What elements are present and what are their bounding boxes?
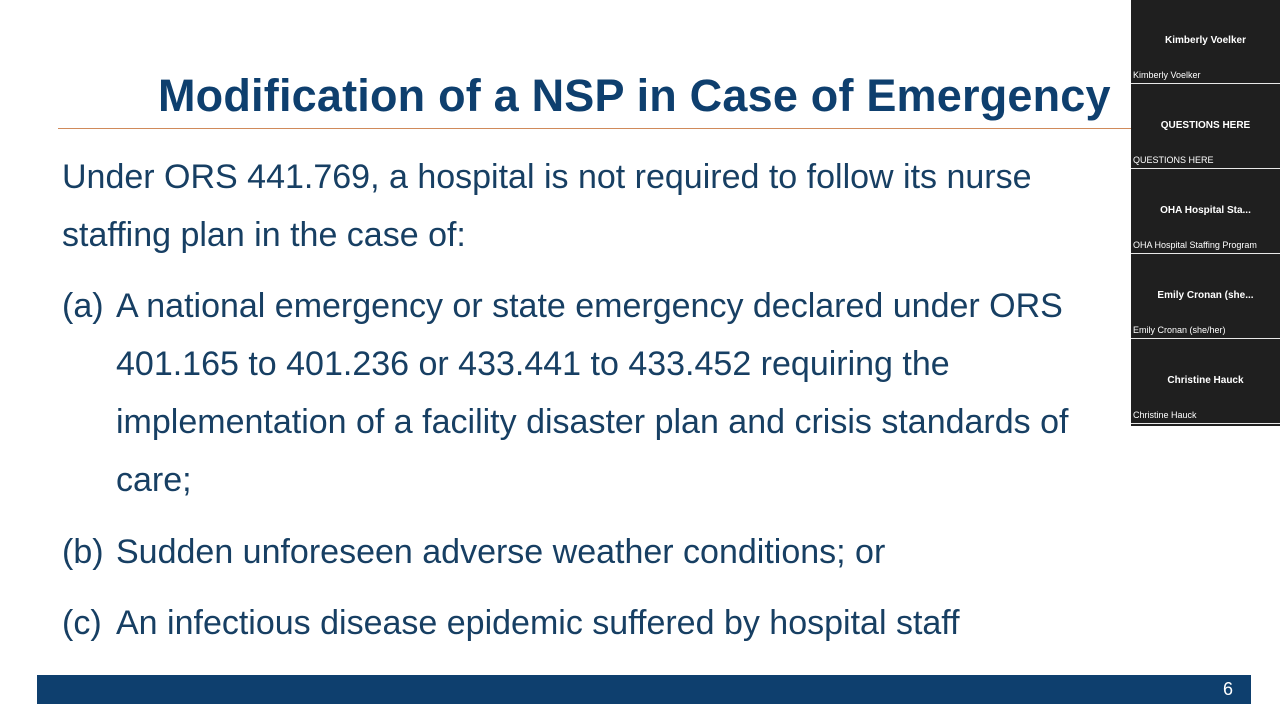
intro-line: Under ORS 441.769, a hospital is not required to follow its nurse <box>62 158 1032 196</box>
intro-paragraph <box>62 148 1032 264</box>
participant-tile[interactable] <box>1131 255 1280 339</box>
participant-display-name: Christine Hauck <box>1167 375 1244 386</box>
participant-name-label: Emily Cronan (she/her) <box>1133 325 1226 335</box>
participant-name-label: Kimberly Voelker <box>1133 70 1201 80</box>
participant-display-name: Kimberly Voelker <box>1165 35 1246 46</box>
item-line: implementation of a facility disaster plan and crisis standards of <box>116 403 1069 441</box>
item-line: An infectious disease epidemic suffered by hospital staff <box>116 604 960 642</box>
item-line: 401.165 to 401.236 or 433.441 to 433.452 requiring the <box>116 345 950 383</box>
page-number: 6 <box>1222 679 1233 699</box>
participant-name-label: Christine Hauck <box>1133 410 1197 420</box>
participant-tile[interactable] <box>1131 85 1280 169</box>
participant-tile[interactable] <box>1131 170 1280 254</box>
participant-display-name: Emily Cronan (she... <box>1157 290 1254 301</box>
item-c-text <box>116 594 960 652</box>
participant-name-label: OHA Hospital Staffing Program <box>1133 240 1257 250</box>
title-divider <box>58 128 1138 129</box>
participant-tile[interactable] <box>1131 0 1280 84</box>
item-c-letter: (c) <box>62 604 102 642</box>
item-b-letter: (b) <box>62 533 104 571</box>
item-line: A national emergency or state emergency declared under ORS <box>116 287 1063 325</box>
item-a-text <box>116 277 1068 509</box>
intro-line: staffing plan in the case of: <box>62 216 466 254</box>
slide-footer-bar <box>37 675 1251 704</box>
participant-tile[interactable] <box>1131 340 1280 424</box>
item-line: Sudden unforeseen adverse weather conditions; or <box>116 533 886 571</box>
participant-panel[interactable] <box>1131 0 1280 426</box>
slide-title: Modification of a NSP in Case of Emergency <box>158 70 1111 121</box>
participant-display-name: QUESTIONS HERE <box>1160 120 1251 131</box>
participant-display-name: OHA Hospital Sta... <box>1160 205 1251 216</box>
item-b-text <box>116 523 885 581</box>
item-a-letter: (a) <box>62 287 104 325</box>
participant-name-label: QUESTIONS HERE <box>1133 155 1214 165</box>
item-line: care; <box>116 461 192 499</box>
